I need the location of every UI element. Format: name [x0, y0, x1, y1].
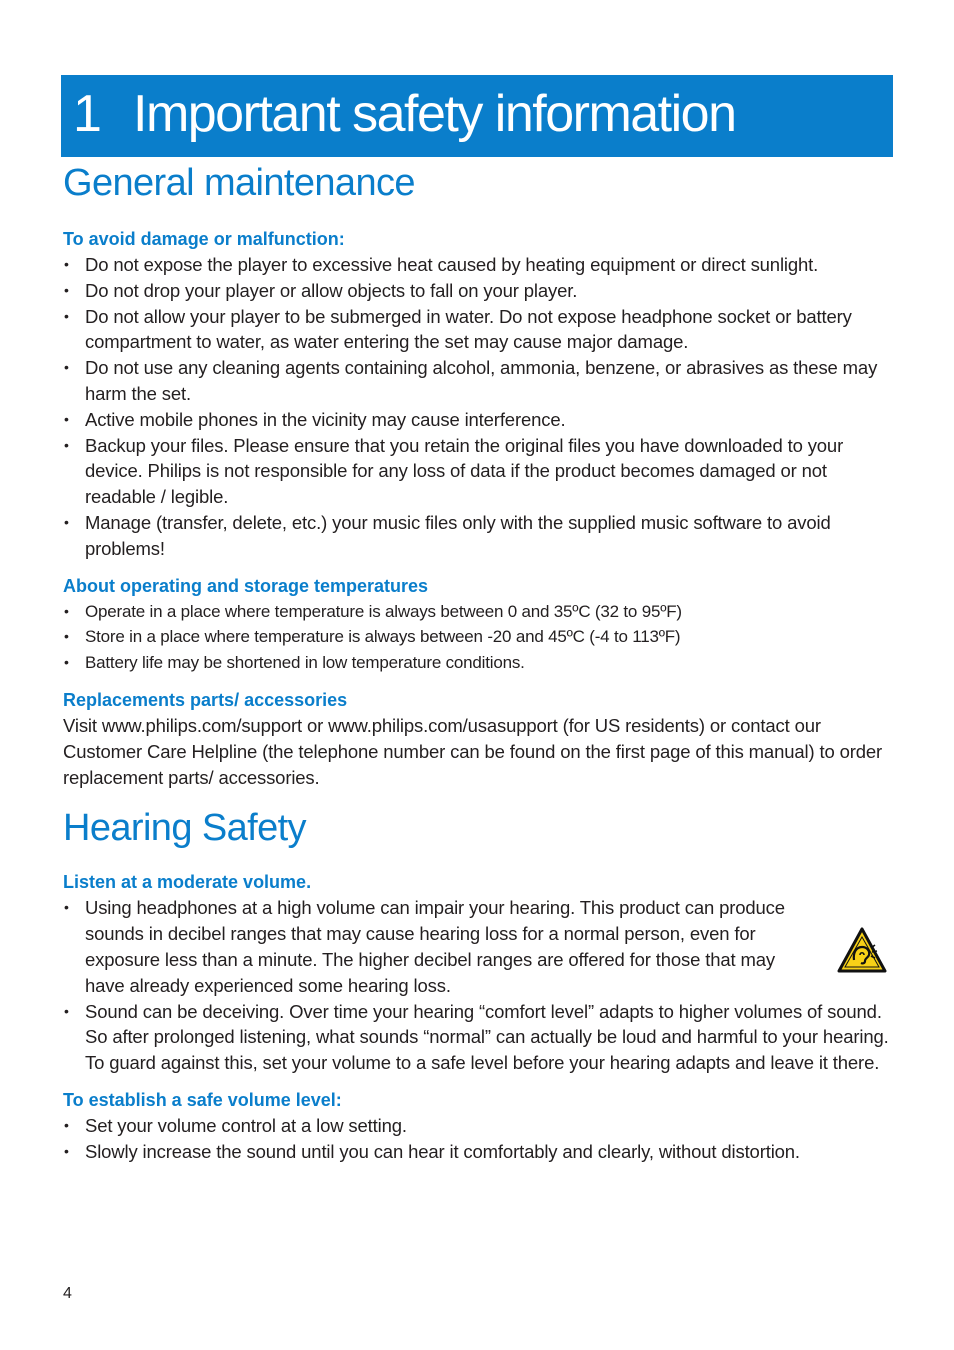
avoid-damage-list [63, 252, 891, 562]
replacements-text: Visit www.philips.com/support or www.philips.com/usasupport (for US residents) or contact our Customer Care Helpline (the telephone number can be found on the first page of this manual) to order replacement parts/ accessories. [63, 714, 883, 788]
section-heading-general-maintenance: General maintenance [63, 162, 415, 204]
list-item: • Active mobile phones in the vicinity may cause interference. [63, 407, 891, 433]
list-item: • Do not drop your player or allow objects to fall on your player. [63, 278, 891, 304]
list-item: • Backup your files. Please ensure that you retain the original files you have downloaded to your device. Philips is not responsible for any loss of data if the product becomes damaged or not readable / legible. [63, 433, 891, 510]
safe-level-list [63, 1113, 891, 1165]
subheading-temperatures: About operating and storage temperatures [63, 575, 429, 596]
subheading-replacements: Replacements parts/ accessories [63, 689, 348, 710]
chapter-title: Important safety information [133, 85, 736, 143]
moderate-volume-list [63, 895, 891, 1076]
subheading-safe-level: To establish a safe volume level: [63, 1089, 342, 1110]
list-item: • Operate in a place where temperature is always between 0 and 35ºC (32 to 95ºF) [63, 599, 891, 625]
list-item: • Slowly increase the sound until you can hear it comfortably and clearly, without distortion. [63, 1139, 891, 1165]
list-item: • Do not allow your player to be submerged in water. Do not expose headphone socket or battery compartment to water, as water entering the set may cause major damage. [63, 304, 891, 356]
hearing-warning-icon [836, 926, 888, 974]
chapter-banner [61, 75, 893, 157]
subheading-moderate-volume: Listen at a moderate volume. [63, 872, 312, 893]
list-item: • Do not expose the player to excessive heat caused by heating equipment or direct sunlight. [63, 252, 891, 278]
page-content [63, 157, 891, 1165]
list-item: • Store in a place where temperature is always between -20 and 45ºC (-4 to 113ºF) [63, 624, 891, 650]
subheading-avoid-damage: To avoid damage or malfunction: [63, 229, 345, 249]
page-number: 4 [63, 1285, 72, 1302]
list-item: • Do not use any cleaning agents containing alcohol, ammonia, benzene, or abrasives as these may harm the set. [63, 355, 891, 407]
list-item: • Sound can be deceiving. Over time your hearing “comfort level” adapts to higher volumes of sound. So after prolonged listening, what sounds “normal” can actually be loud and harmful to your hearing. To guard against this, set your volume to a safe level before your hearing adapts and leave it there. [63, 999, 891, 1076]
list-item: • Manage (transfer, delete, etc.) your music files only with the supplied music software to avoid problems! [63, 510, 891, 562]
section-heading-hearing-safety: Hearing Safety [63, 807, 306, 850]
list-item: • Using headphones at a high volume can impair your hearing. This product can produce sounds in decibel ranges that may cause hearing loss for a normal person, even for exposure less than a minute. The higher decibel ranges are offered for those that may have already experienced some hearing loss. [63, 895, 891, 998]
chapter-number: 1 [73, 85, 102, 143]
list-item: • Battery life may be shortened in low temperature conditions. [63, 650, 891, 676]
list-item: • Set your volume control at a low setting. [63, 1113, 891, 1139]
temperatures-list [63, 599, 891, 676]
